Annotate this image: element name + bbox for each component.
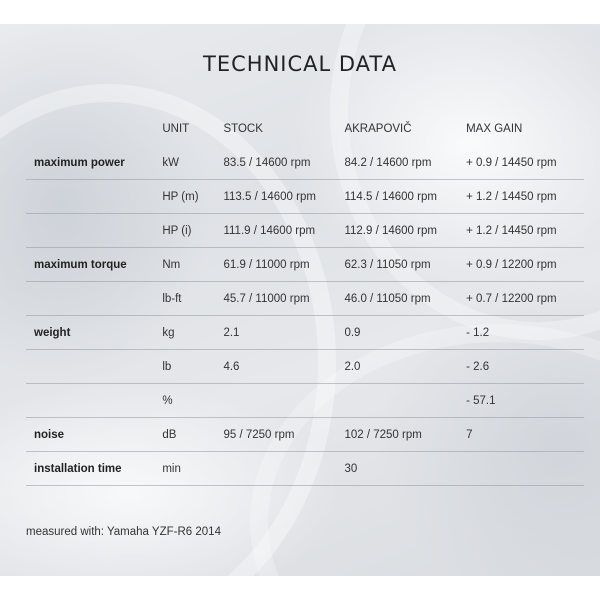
row-label xyxy=(26,350,162,384)
akrapovic-cell: 102 / 7250 rpm xyxy=(344,418,466,452)
table-row xyxy=(26,248,584,282)
unit-cell: lb xyxy=(162,350,223,384)
table-row xyxy=(26,214,584,248)
column-header-max-gain: MAX GAIN xyxy=(466,123,523,135)
row-label xyxy=(26,180,162,214)
akrapovic-cell: 2.0 xyxy=(344,350,466,384)
akrapovic-cell: 30 xyxy=(344,452,466,486)
unit-cell: min xyxy=(162,452,223,486)
max-gain-cell: - 57.1 xyxy=(466,384,584,418)
row-label: weight xyxy=(26,316,162,350)
table-row xyxy=(26,180,584,214)
column-header-label xyxy=(26,112,162,146)
table-row xyxy=(26,316,584,350)
unit-cell: dB xyxy=(162,418,223,452)
column-header-akrapovic: AKRAPOVIČ xyxy=(344,123,412,135)
stock-cell xyxy=(223,452,344,486)
unit-cell: Nm xyxy=(162,248,223,282)
column-header-stock: STOCK xyxy=(223,123,263,135)
row-label: maximum power xyxy=(34,156,125,169)
column-header-unit: UNIT xyxy=(162,123,190,135)
stock-cell: 83.5 / 14600 rpm xyxy=(223,156,311,169)
stock-cell: 111.9 / 14600 rpm xyxy=(223,214,344,248)
row-label: installation time xyxy=(26,452,162,486)
max-gain-cell: + 0.9 / 14450 rpm xyxy=(466,156,557,169)
stock-cell xyxy=(223,384,344,418)
akrapovic-cell: 84.2 / 14600 rpm xyxy=(344,156,432,169)
akrapovic-cell: 0.9 xyxy=(344,316,466,350)
table-row xyxy=(26,384,584,418)
stock-cell: 4.6 xyxy=(223,350,344,384)
row-label xyxy=(26,282,162,316)
page-title: TECHNICAL DATA xyxy=(203,52,397,76)
max-gain-cell: 7 xyxy=(466,418,584,452)
technical-data-panel xyxy=(0,24,600,576)
unit-cell: lb-ft xyxy=(162,282,223,316)
table-row xyxy=(26,282,584,316)
unit-cell: HP (m) xyxy=(162,180,223,214)
unit-cell: HP (i) xyxy=(162,214,223,248)
max-gain-cell: + 0.9 / 12200 rpm xyxy=(466,248,584,282)
technical-data-table xyxy=(26,112,584,486)
stock-cell: 95 / 7250 rpm xyxy=(223,418,344,452)
unit-cell: kg xyxy=(162,316,223,350)
table-row xyxy=(26,452,584,486)
max-gain-cell: + 1.2 / 14450 rpm xyxy=(466,180,584,214)
unit-cell: kW xyxy=(162,156,179,169)
table-header-row xyxy=(26,112,584,146)
akrapovic-cell: 114.5 / 14600 rpm xyxy=(344,180,466,214)
table-row xyxy=(26,418,584,452)
max-gain-cell: - 2.6 xyxy=(466,350,584,384)
table-row xyxy=(26,350,584,384)
row-label: maximum torque xyxy=(26,248,162,282)
stock-cell: 2.1 xyxy=(223,316,344,350)
unit-cell: % xyxy=(162,384,223,418)
max-gain-cell: + 1.2 / 14450 rpm xyxy=(466,214,584,248)
stock-cell: 113.5 / 14600 rpm xyxy=(223,180,344,214)
measurement-footnote: measured with: Yamaha YZF-R6 2014 xyxy=(26,526,221,538)
akrapovic-cell: 112.9 / 14600 rpm xyxy=(344,214,466,248)
row-label: noise xyxy=(26,418,162,452)
stock-cell: 61.9 / 11000 rpm xyxy=(223,248,344,282)
akrapovic-cell: 62.3 / 11050 rpm xyxy=(344,248,466,282)
stock-cell: 45.7 / 11000 rpm xyxy=(223,282,344,316)
max-gain-cell: + 0.7 / 12200 rpm xyxy=(466,282,584,316)
akrapovic-cell xyxy=(344,384,466,418)
row-label xyxy=(26,384,162,418)
akrapovic-cell: 46.0 / 11050 rpm xyxy=(344,282,466,316)
row-label xyxy=(26,214,162,248)
max-gain-cell: - 1.2 xyxy=(466,316,584,350)
max-gain-cell xyxy=(466,452,584,486)
table-row xyxy=(26,146,584,180)
